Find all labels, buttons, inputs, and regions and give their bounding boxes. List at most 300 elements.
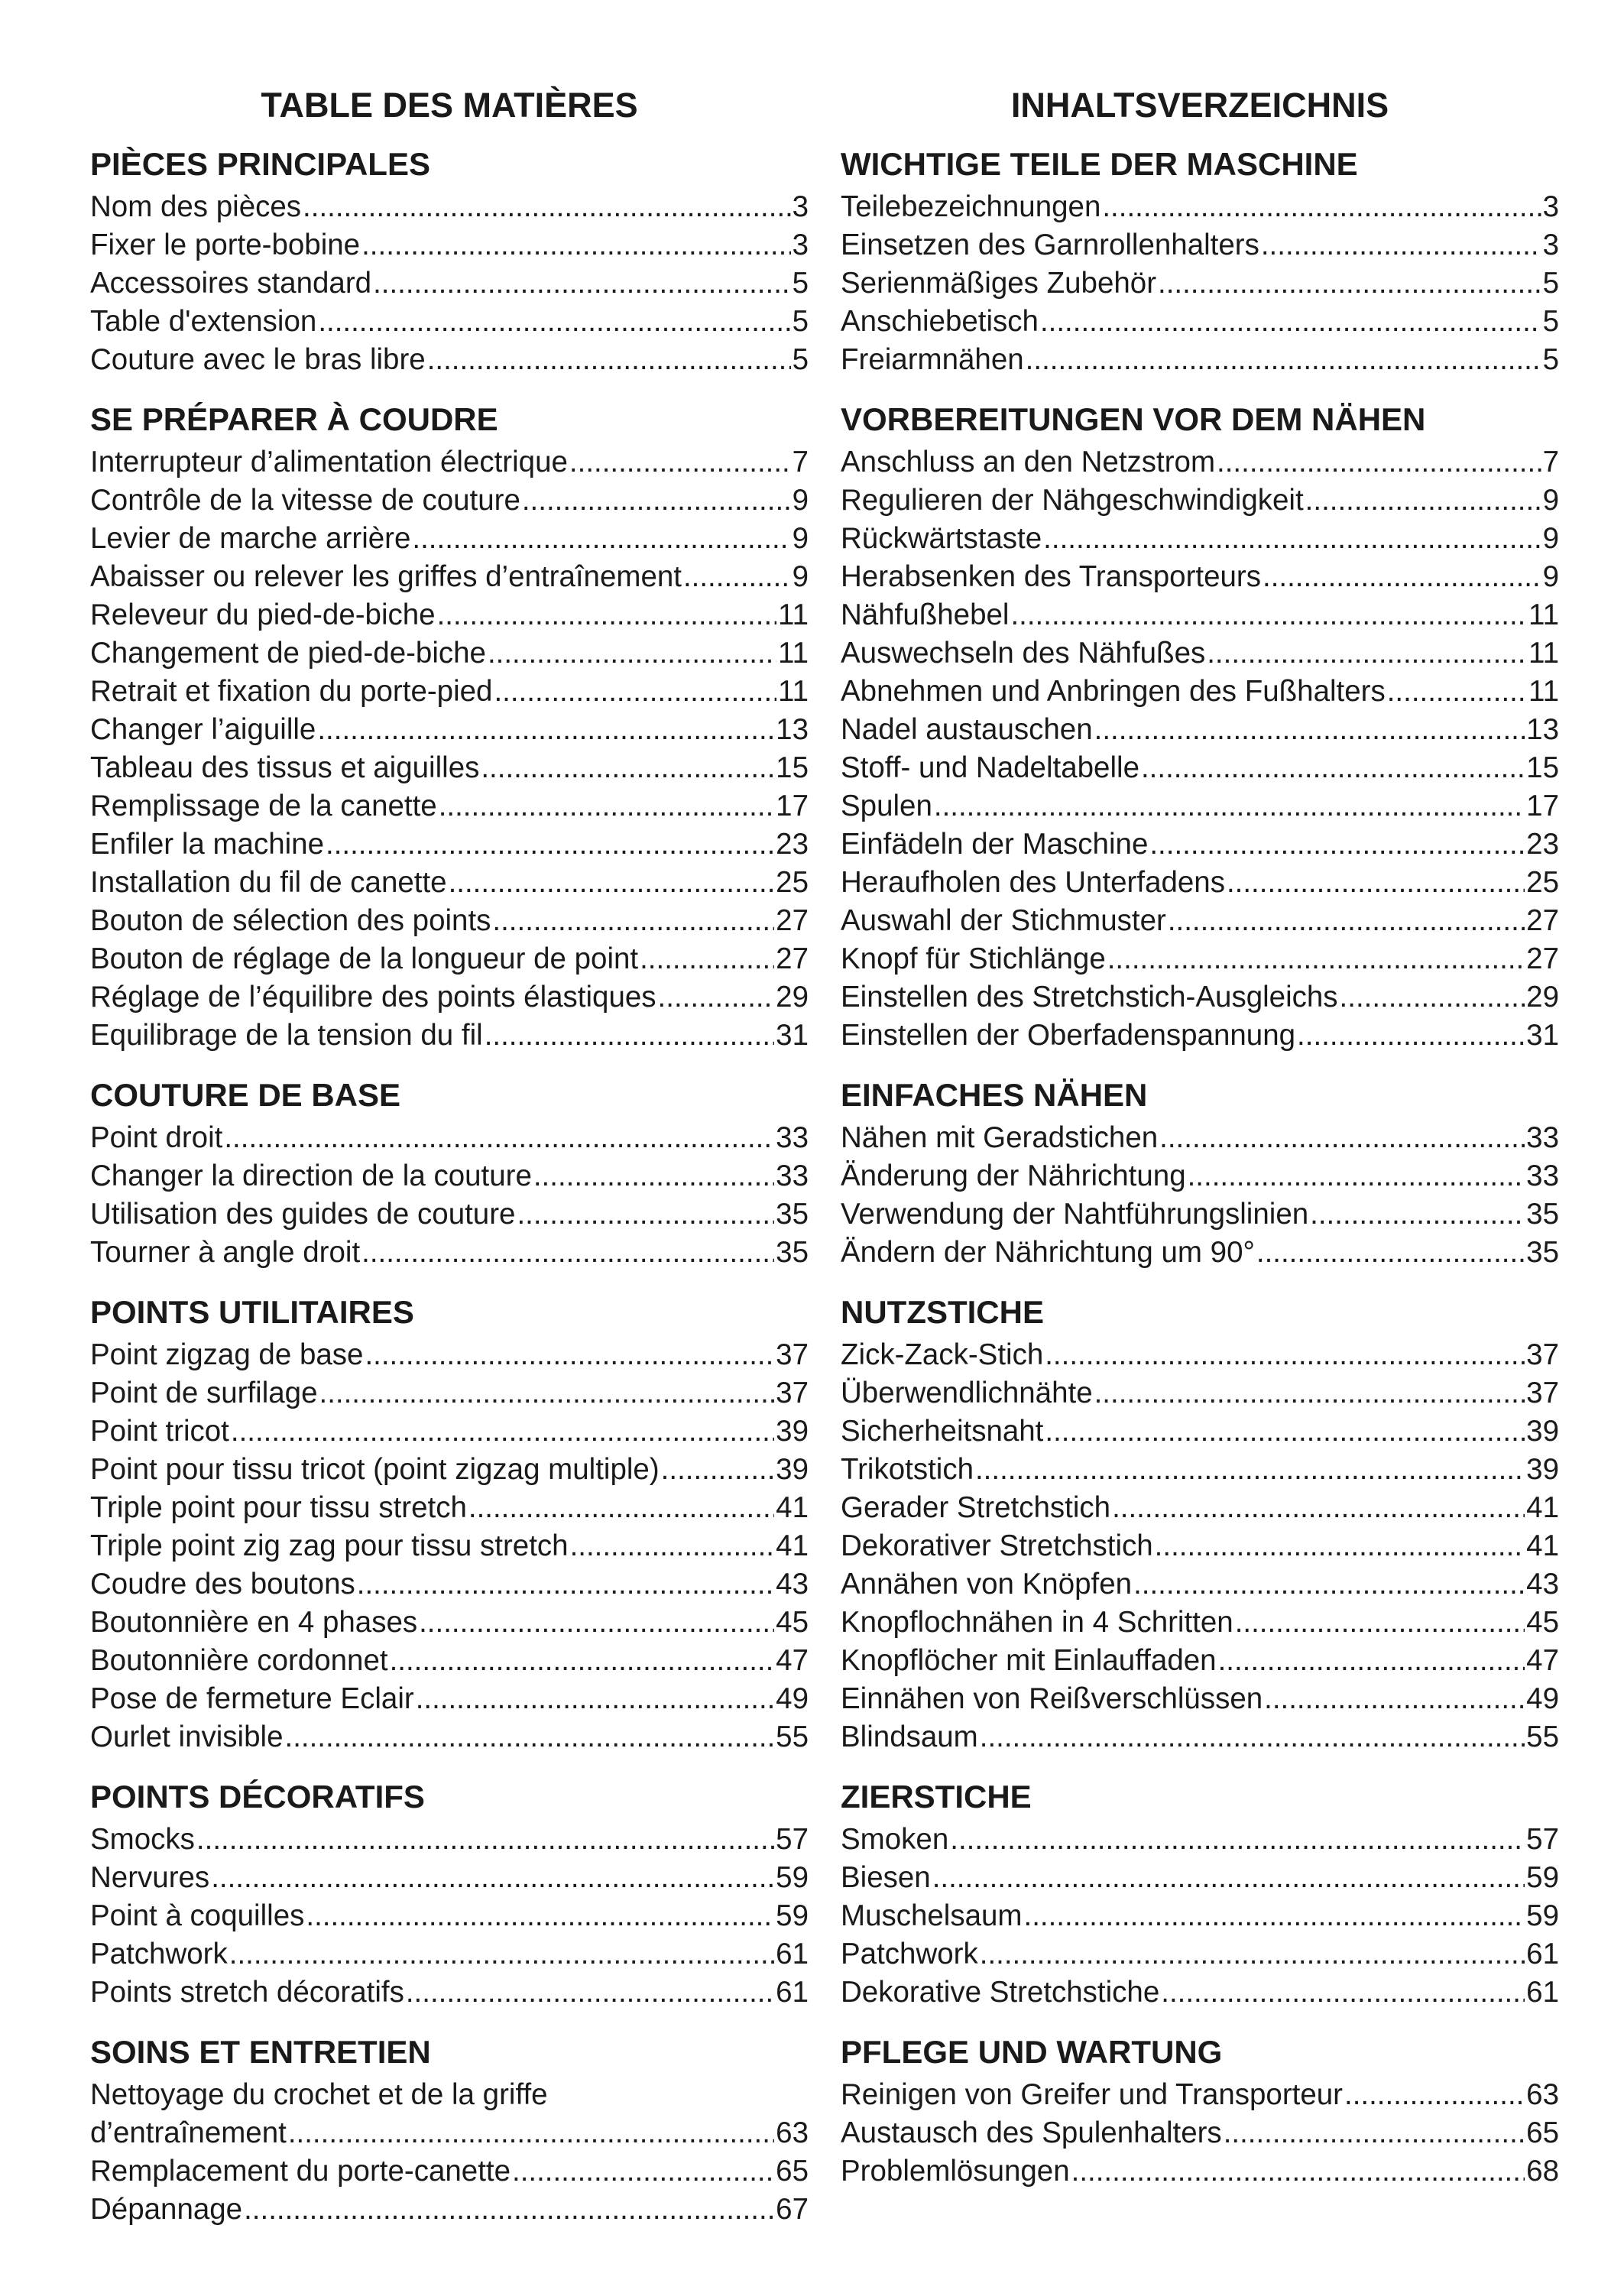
entry-title: Point de surfilage (90, 1377, 318, 1409)
page-number: 63 (1526, 2078, 1559, 2111)
entry-title: Serienmäßiges Zubehör (841, 267, 1157, 300)
entry-title: Releveur du pied-de-biche (90, 598, 436, 631)
section-title: PFLEGE UND WARTUNG (841, 2034, 1223, 2070)
page-number: 11 (778, 675, 809, 708)
toc-section (841, 141, 1559, 379)
page-number: 7 (1542, 446, 1559, 478)
dot-leader (229, 1935, 774, 1974)
page-number: 9 (792, 560, 809, 593)
toc-entry[interactable] (841, 902, 1559, 940)
toc-entry[interactable] (841, 1157, 1559, 1195)
toc-entry[interactable] (841, 596, 1559, 634)
page-number: 65 (776, 2155, 809, 2188)
toc-entry[interactable] (90, 1821, 809, 1859)
toc-entry[interactable] (90, 596, 809, 634)
dot-leader (390, 1642, 775, 1680)
dot-leader (361, 226, 790, 264)
toc-entry[interactable] (841, 1859, 1559, 1897)
section-entries (841, 1119, 1559, 1272)
page-number: 41 (776, 1491, 809, 1524)
entry-title: Equilibrage de la tension du fil (90, 1019, 483, 1052)
dot-leader (934, 787, 1525, 825)
page-number: 47 (1526, 1644, 1559, 1677)
page-number: 27 (776, 942, 809, 975)
entry-title: Abaisser ou relever les griffes d’entraînement (90, 560, 682, 593)
dot-leader (211, 1859, 774, 1897)
toc-entry[interactable] (841, 1718, 1559, 1756)
entry-title: Point tricot (90, 1415, 229, 1448)
dot-leader (1102, 188, 1541, 226)
toc-entry[interactable] (90, 1680, 809, 1718)
toc-section (90, 141, 809, 379)
dot-leader (1040, 303, 1541, 341)
entry-title: Coudre des boutons (90, 1568, 355, 1601)
toc-entry[interactable] (841, 1374, 1559, 1412)
page-number: 3 (1542, 190, 1559, 223)
entry-title: Gerader Stretchstich (841, 1491, 1111, 1524)
page-number: 11 (1528, 675, 1559, 708)
toc-entry[interactable] (841, 2152, 1559, 2191)
page-number: 9 (1542, 522, 1559, 555)
entry-title: Nähfußhebel (841, 598, 1010, 631)
page-number: 11 (778, 637, 809, 670)
dot-leader (231, 1412, 774, 1451)
page-number: 27 (776, 904, 809, 937)
page-number: 37 (1526, 1377, 1559, 1409)
entry-title: Annähen von Knöpfen (841, 1568, 1133, 1601)
page-number: 15 (1526, 751, 1559, 784)
toc-entry[interactable] (841, 188, 1559, 226)
page-number: 17 (776, 790, 809, 822)
entry-title: Tableau des tissus et aiguilles (90, 751, 480, 784)
dot-leader (318, 303, 790, 341)
page-number: 45 (776, 1606, 809, 1639)
entry-title: Nom des pièces (90, 190, 302, 223)
entry-title: Teilebezeichnungen (841, 190, 1101, 223)
section-title: SE PRÉPARER À COUDRE (90, 401, 498, 437)
entry-title: Verwendung der Nahtführungslinien (841, 1198, 1309, 1231)
toc-entry[interactable] (841, 940, 1559, 978)
toc-entry[interactable] (90, 1234, 809, 1272)
dot-leader (373, 264, 791, 303)
page-number: 35 (1526, 1198, 1559, 1231)
dot-leader (1159, 1119, 1525, 1157)
page-number: 15 (776, 751, 809, 784)
toc-entry[interactable] (90, 634, 809, 673)
entry-title: Knopf für Stichlänge (841, 942, 1106, 975)
dot-leader (365, 1336, 774, 1374)
toc-entry[interactable] (90, 1527, 809, 1565)
toc-entry[interactable] (90, 1974, 809, 2012)
dot-leader (522, 482, 791, 520)
toc-entry[interactable] (841, 443, 1559, 482)
toc-entry[interactable] (841, 1234, 1559, 1272)
toc-entry[interactable] (90, 787, 809, 825)
dot-leader (1010, 596, 1527, 634)
dot-leader (357, 1565, 774, 1604)
page-number: 41 (1526, 1529, 1559, 1562)
toc-entry[interactable] (90, 2191, 809, 2229)
toc-entry[interactable] (841, 1489, 1559, 1527)
german-toc-title: INHALTSVERZEICHNIS (1010, 86, 1389, 125)
toc-entry[interactable] (841, 1565, 1559, 1604)
page-number: 3 (792, 190, 809, 223)
toc-section (90, 1072, 809, 1272)
toc-entry[interactable] (90, 1642, 809, 1680)
entry-title: Enfiler la machine (90, 828, 325, 861)
toc-entry[interactable] (841, 1935, 1559, 1974)
section-entries (90, 188, 809, 379)
dot-leader (1149, 825, 1525, 864)
page-number: 9 (1542, 484, 1559, 517)
toc-entry[interactable] (841, 482, 1559, 520)
toc-entry[interactable] (90, 825, 809, 864)
toc-entry[interactable] (90, 673, 809, 711)
entry-title: Dekorative Stretchstiche (841, 1976, 1160, 2009)
toc-entry[interactable] (841, 634, 1559, 673)
entry-title: Auswechseln des Nähfußes (841, 637, 1206, 670)
entry-title: Nadel austauschen (841, 713, 1093, 746)
dot-leader (569, 443, 791, 482)
toc-entry[interactable] (841, 1336, 1559, 1374)
dot-leader (319, 1374, 775, 1412)
toc-entry[interactable] (841, 864, 1559, 902)
dot-leader (303, 188, 791, 226)
page-number: 61 (776, 1938, 809, 1970)
page-number: 39 (1526, 1453, 1559, 1486)
french-toc-title: TABLE DES MATIÈRES (261, 86, 638, 125)
page-number: 13 (776, 713, 809, 746)
dot-leader (1168, 902, 1525, 940)
entry-title: Blindsaum (841, 1721, 978, 1753)
toc-section (90, 396, 809, 1055)
entry-title: Couture avec le bras libre (90, 343, 426, 376)
entry-title: Point à coquilles (90, 1899, 305, 1932)
dot-leader (683, 558, 791, 596)
page-number: 5 (1542, 267, 1559, 300)
toc-entry[interactable] (90, 264, 809, 303)
page-number: 27 (1526, 904, 1559, 937)
toc-entry[interactable] (90, 1859, 809, 1897)
toc-entry[interactable] (841, 1119, 1559, 1157)
entry-title: Changer la direction de la couture (90, 1159, 532, 1192)
toc-entry[interactable] (841, 673, 1559, 711)
entry-line (90, 2114, 809, 2152)
dot-leader (1227, 864, 1525, 902)
dot-leader (570, 1527, 775, 1565)
toc-entry[interactable] (841, 711, 1559, 749)
entry-title: Nähen mit Geradstichen (841, 1121, 1159, 1154)
entry-title-line: Nettoyage du crochet et de la griffe (90, 2078, 548, 2111)
toc-entry[interactable] (90, 902, 809, 940)
toc-entry[interactable] (841, 264, 1559, 303)
page-number: 45 (1526, 1606, 1559, 1639)
dot-leader (975, 1451, 1525, 1489)
toc-entry[interactable] (90, 1565, 809, 1604)
entry-title: Interrupteur d’alimentation électrique (90, 446, 568, 478)
toc-entry[interactable] (841, 2114, 1559, 2152)
toc-entry[interactable] (90, 188, 809, 226)
page-number: 25 (1526, 866, 1559, 899)
dot-leader (640, 940, 774, 978)
section-title: VORBEREITUNGEN VOR DEM NÄHEN (841, 401, 1426, 437)
page-number: 65 (1526, 2116, 1559, 2149)
entry-title: Regulieren der Nähgeschwindigkeit (841, 484, 1304, 517)
dot-leader (980, 1935, 1525, 1974)
toc-entry[interactable] (841, 1195, 1559, 1234)
toc-entry[interactable] (90, 1412, 809, 1451)
toc-entry[interactable] (841, 1017, 1559, 1055)
page-number: 37 (776, 1338, 809, 1371)
entry-title: Bouton de sélection des points (90, 904, 491, 937)
dot-leader (1387, 673, 1527, 711)
entry-title: Abnehmen und Anbringen des Fußhalters (841, 675, 1386, 708)
toc-entry[interactable] (841, 303, 1559, 341)
dot-leader (1263, 558, 1541, 596)
toc-entry[interactable] (90, 749, 809, 787)
dot-leader (406, 1974, 774, 2012)
dot-leader (533, 1157, 774, 1195)
dot-leader (1207, 634, 1527, 673)
toc-entry[interactable] (90, 1017, 809, 1055)
page-number: 5 (792, 343, 809, 376)
toc-entry[interactable] (90, 1195, 809, 1234)
toc-entry[interactable] (90, 1489, 809, 1527)
section-title: WICHTIGE TEILE DER MASCHINE (841, 146, 1358, 182)
page-number: 59 (776, 1861, 809, 1894)
page-number: 43 (1526, 1568, 1559, 1601)
toc-entry[interactable] (90, 2152, 809, 2191)
toc-entry[interactable] (841, 1974, 1559, 2012)
entry-title: Reinigen von Greifer und Transporteur (841, 2078, 1344, 2111)
dot-leader (512, 2152, 774, 2191)
page-number: 5 (792, 305, 809, 338)
page-number: 57 (1526, 1823, 1559, 1856)
entry-title: Smoken (841, 1823, 949, 1856)
toc-entry[interactable] (90, 864, 809, 902)
toc-entry[interactable] (841, 787, 1559, 825)
page-number: 27 (1526, 942, 1559, 975)
section-title: EINFACHES NÄHEN (841, 1077, 1148, 1113)
dot-leader (468, 1489, 774, 1527)
toc-entry[interactable] (841, 2076, 1559, 2114)
page-number: 39 (776, 1415, 809, 1448)
dot-leader (1235, 1604, 1525, 1642)
toc-entry[interactable] (90, 303, 809, 341)
dot-leader (481, 749, 774, 787)
dot-leader (932, 1859, 1525, 1897)
toc-section (90, 1289, 809, 1756)
dot-leader (1340, 978, 1525, 1017)
toc-entry[interactable] (90, 1897, 809, 1935)
entry-title: Anschluss an den Netzstrom (841, 446, 1216, 478)
dot-leader (196, 1821, 774, 1859)
page-number: 3 (792, 229, 809, 261)
dot-leader (1133, 1565, 1525, 1604)
toc-entry[interactable] (841, 978, 1559, 1017)
dot-leader (494, 673, 776, 711)
dot-leader (1218, 1642, 1525, 1680)
dot-leader (1141, 749, 1525, 787)
dot-leader (1224, 2114, 1525, 2152)
section-entries (90, 1821, 809, 2012)
page-number: 37 (776, 1377, 809, 1409)
entry-title: Austausch des Spulenhalters (841, 2116, 1222, 2149)
page-number: 49 (776, 1682, 809, 1715)
page-number: 11 (778, 598, 809, 631)
page-number: 11 (1528, 598, 1559, 631)
page-number: 33 (776, 1159, 809, 1192)
entry-title: Änderung der Nährichtung (841, 1159, 1186, 1192)
toc-entry[interactable] (841, 1604, 1559, 1642)
page-number: 49 (1526, 1682, 1559, 1715)
dot-leader (1024, 1897, 1525, 1935)
entry-title: Patchwork (841, 1938, 978, 1970)
dot-leader (1297, 1017, 1525, 1055)
dot-leader (285, 1718, 775, 1756)
entry-title: Einstellen der Oberfadenspannung (841, 1019, 1296, 1052)
dot-leader (1045, 1336, 1525, 1374)
dot-leader (439, 787, 774, 825)
toc-entry[interactable] (90, 443, 809, 482)
toc-section (90, 1773, 809, 2012)
toc-entry[interactable] (90, 711, 809, 749)
dot-leader (449, 864, 775, 902)
toc-entry[interactable] (90, 1604, 809, 1642)
dot-leader (1045, 1412, 1525, 1451)
section-entries (841, 1336, 1559, 1756)
entry-title: Freiarmnähen (841, 343, 1024, 376)
dot-leader (1026, 341, 1541, 379)
toc-entry[interactable] (841, 749, 1559, 787)
entry-title: Utilisation des guides de couture (90, 1198, 516, 1231)
section-title: SOINS ET ENTRETIEN (90, 2034, 431, 2070)
page-number: 57 (776, 1823, 809, 1856)
entry-title: Muschelsaum (841, 1899, 1023, 1932)
dot-leader (1256, 1234, 1525, 1272)
dot-leader (492, 902, 774, 940)
entry-title: Changer l’aiguille (90, 713, 316, 746)
entry-title: Remplacement du porte-canette (90, 2155, 511, 2188)
toc-entry[interactable] (841, 1642, 1559, 1680)
toc-entry[interactable] (841, 226, 1559, 264)
dot-leader (244, 2191, 774, 2229)
entry-title: d’entraînement (90, 2116, 287, 2149)
toc-entry[interactable] (841, 1451, 1559, 1489)
entry-title: Patchwork (90, 1938, 228, 1970)
toc-section (841, 1072, 1559, 1272)
toc-entry[interactable] (90, 520, 809, 558)
dot-leader (661, 1451, 775, 1489)
toc-section (841, 1289, 1559, 1756)
section-entries (841, 2076, 1559, 2191)
entry-title: Anschiebetisch (841, 305, 1039, 338)
dot-leader (1188, 1157, 1525, 1195)
entry-title: Triple point zig zag pour tissu stretch (90, 1529, 569, 1562)
toc-entry[interactable] (841, 558, 1559, 596)
entry-title: Réglage de l’équilibre des points élastiques (90, 981, 656, 1014)
dot-leader (1158, 264, 1541, 303)
toc-entry[interactable] (90, 1451, 809, 1489)
dot-leader (288, 2114, 774, 2152)
section-entries (90, 443, 809, 1055)
dot-leader (1155, 1527, 1525, 1565)
page-number: 68 (1526, 2155, 1559, 2188)
toc-entry[interactable] (841, 1897, 1559, 1935)
toc-entry[interactable] (90, 1336, 809, 1374)
dot-leader (437, 596, 776, 634)
entry-title: Remplissage de la canette (90, 790, 437, 822)
toc-entry[interactable] (90, 940, 809, 978)
entry-title: Fixer le porte-bobine (90, 229, 361, 261)
dot-leader (326, 825, 774, 864)
toc-entry[interactable] (90, 1718, 809, 1756)
toc-entry[interactable] (841, 1680, 1559, 1718)
toc-entry[interactable] (841, 1527, 1559, 1565)
entry-title: Pose de fermeture Eclair (90, 1682, 414, 1715)
page-number: 61 (776, 1976, 809, 2009)
page-number: 9 (792, 484, 809, 517)
page-number: 11 (1528, 637, 1559, 670)
dot-leader (1344, 2076, 1525, 2114)
section-title: ZIERSTICHE (841, 1779, 1032, 1815)
entry-title: Stoff- und Nadeltabelle (841, 751, 1139, 784)
entry-title: Sicherheitsnaht (841, 1415, 1044, 1448)
toc-entry[interactable] (841, 341, 1559, 379)
entry-title: Triple point pour tissu stretch (90, 1491, 467, 1524)
page-number: 29 (776, 981, 809, 1014)
entry-title: Smocks (90, 1823, 195, 1856)
toc-entry[interactable] (841, 1821, 1559, 1859)
dot-leader (980, 1718, 1525, 1756)
entry-title: Tourner à angle droit (90, 1236, 361, 1269)
toc-entry[interactable] (90, 558, 809, 596)
page-number: 59 (1526, 1899, 1559, 1932)
page-number: 39 (776, 1453, 809, 1486)
toc-entry[interactable] (90, 1119, 809, 1157)
section-title: PIÈCES PRINCIPALES (90, 146, 430, 182)
dot-leader (1071, 2152, 1525, 2191)
toc-entry[interactable] (90, 226, 809, 264)
entry-title: Table d'extension (90, 305, 317, 338)
toc-entry[interactable] (841, 1412, 1559, 1451)
entry-title: Herabsenken des Transporteurs (841, 560, 1261, 593)
toc-entry[interactable] (90, 341, 809, 379)
toc-entry[interactable] (90, 1374, 809, 1412)
dot-leader (1217, 443, 1541, 482)
toc-entry[interactable] (90, 2076, 809, 2152)
toc-section (841, 2029, 1559, 2191)
toc-entry[interactable] (90, 1157, 809, 1195)
toc-entry[interactable] (841, 520, 1559, 558)
page-number: 41 (1526, 1491, 1559, 1524)
page-number: 23 (1526, 828, 1559, 861)
toc-entry[interactable] (90, 1935, 809, 1974)
entry-title: Bouton de réglage de la longueur de point (90, 942, 639, 975)
entry-title: Trikotstich (841, 1453, 974, 1486)
dot-leader (1305, 482, 1541, 520)
toc-entry[interactable] (841, 825, 1559, 864)
section-entries (841, 1821, 1559, 2012)
section-title: POINTS DÉCORATIFS (90, 1779, 425, 1815)
page-number: 9 (1542, 560, 1559, 593)
toc-entry[interactable] (90, 482, 809, 520)
page-number: 35 (776, 1198, 809, 1231)
entry-title: Retrait et fixation du porte-pied (90, 675, 493, 708)
toc-entry[interactable] (90, 978, 809, 1017)
entry-title: Einsetzen des Garnrollenhalters (841, 229, 1259, 261)
page-number: 37 (1526, 1338, 1559, 1371)
